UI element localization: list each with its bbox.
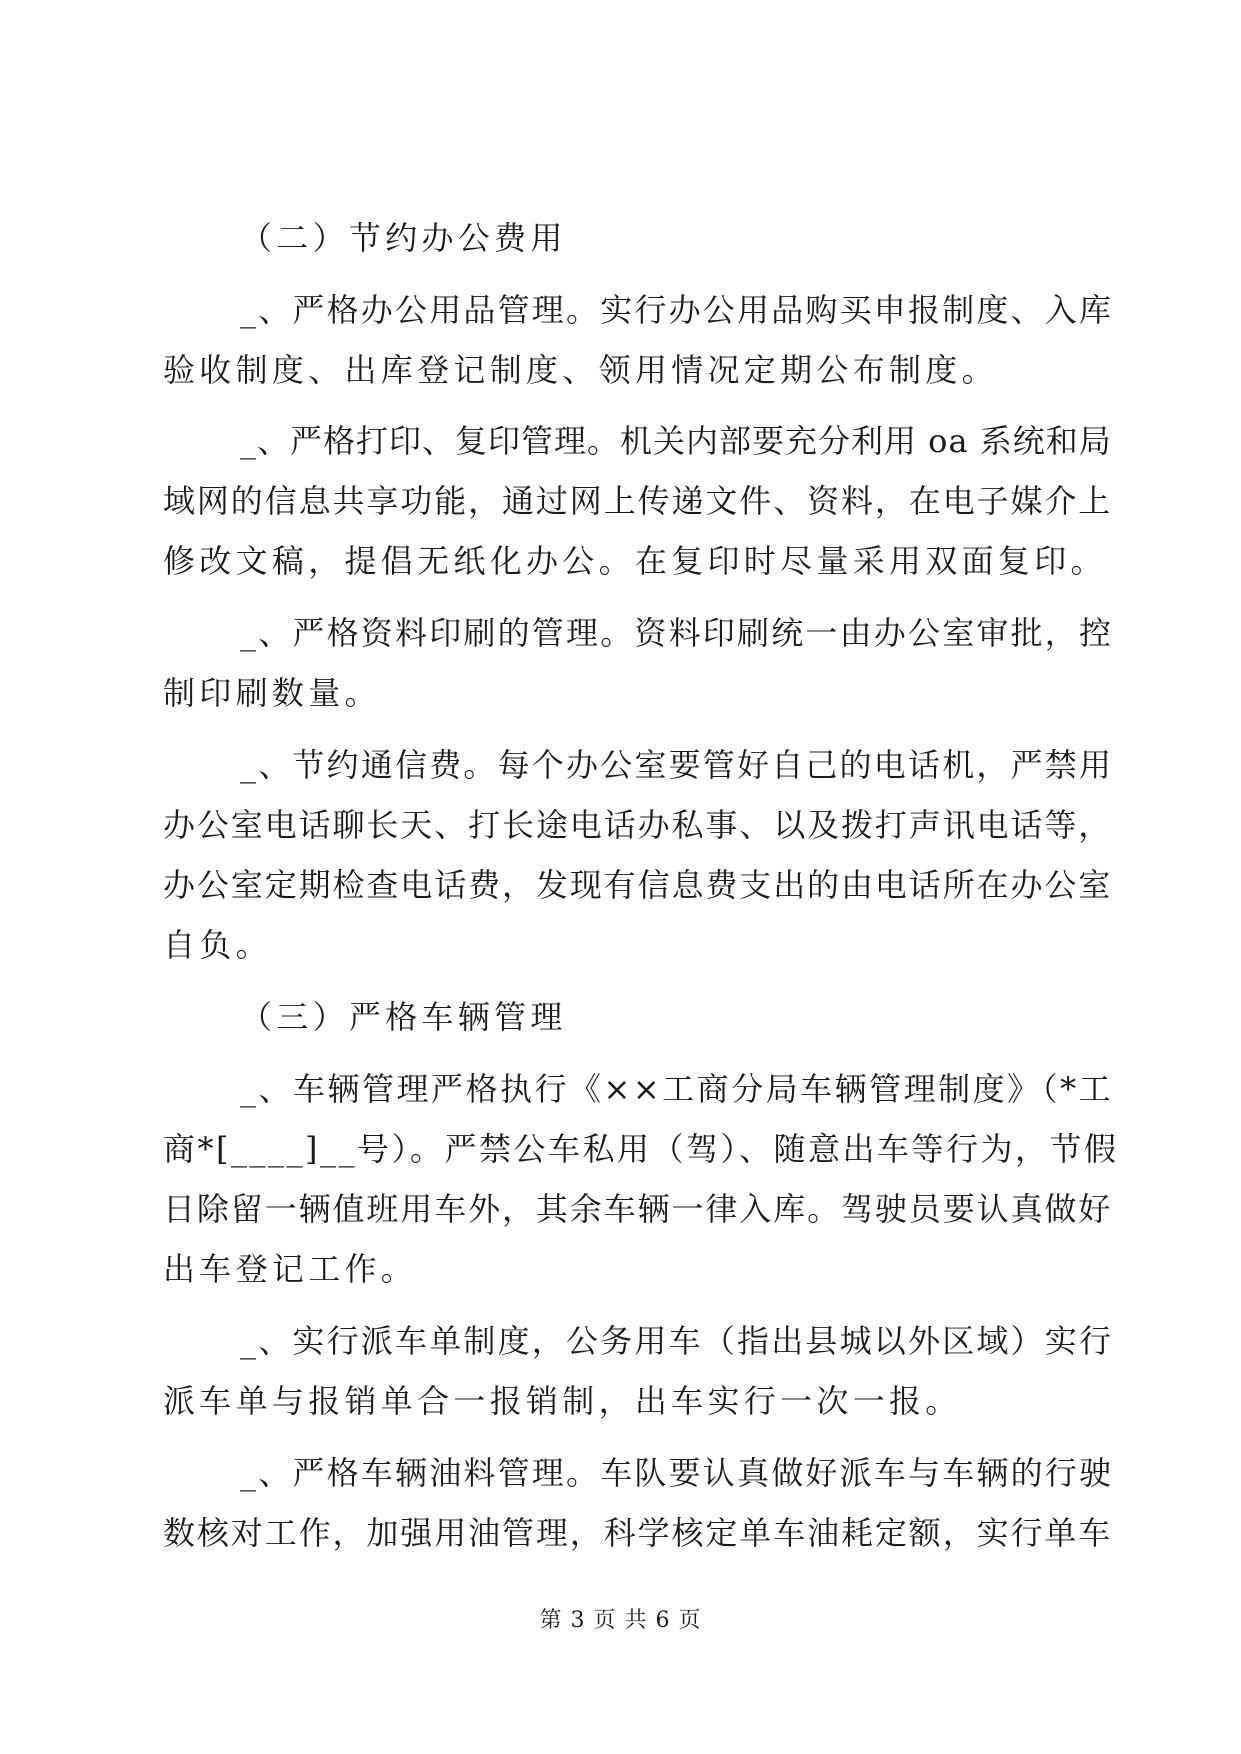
- paragraph-line: 制印刷数量。: [163, 674, 381, 712]
- paragraph-line: 自负。: [163, 926, 272, 964]
- paragraph-line: 日除留一辆值班用车外，其余车辆一律入库。驾驶员要认真做好: [163, 1190, 1113, 1228]
- paragraph-line: _、严格办公用品管理。实行办公用品购买申报制度、入库: [240, 291, 1114, 329]
- paragraph-line: 域网的信息共享功能，通过网上传递文件、资料，在电子媒介上: [163, 482, 1113, 520]
- paragraph-line: 办公室电话聊长天、打长途电话办私事、以及拨打声讯电话等，: [163, 806, 1113, 844]
- page-number-footer: 第 3 页 共 6 页: [539, 1608, 702, 1633]
- paragraph-line: 派车单与报销单合一报销制，出车实行一次一报。: [163, 1382, 962, 1420]
- paragraph-line: _、严格资料印刷的管理。资料印刷统一由办公室审批，控: [240, 614, 1114, 652]
- paragraph-line: 出车登记工作。: [163, 1250, 418, 1288]
- paragraph-line: 修改文稿，提倡无纸化办公。在复印时尽量采用双面复印。: [163, 542, 1107, 580]
- paragraph-line: 商*[____]__号）。严禁公车私用（驾）、随意出车等行为，节假: [163, 1130, 1119, 1168]
- section-heading: （三）严格车辆管理: [240, 998, 567, 1036]
- paragraph-line: _、严格车辆油料管理。车队要认真做好派车与车辆的行驶: [240, 1454, 1114, 1492]
- paragraph-line: 办公室定期检查电话费，发现有信息费支出的由电话所在办公室: [163, 866, 1113, 904]
- paragraph-line: _、车辆管理严格执行《××工商分局车辆管理制度》（*工: [240, 1070, 1114, 1108]
- paragraph-line: _、实行派车单制度，公务用车（指出县城以外区域）实行: [240, 1322, 1114, 1360]
- paragraph-line: 数核对工作，加强用油管理，科学核定单车油耗定额，实行单车: [163, 1514, 1113, 1552]
- paragraph-line: _、节约通信费。每个办公室要管好自己的电话机，严禁用: [240, 746, 1114, 784]
- paragraph-line: 验收制度、出库登记制度、领用情况定期公布制度。: [163, 351, 998, 389]
- paragraph-line: _、严格打印、复印管理。机关内部要充分利用 oa 系统和局: [240, 422, 1112, 460]
- section-heading: （二）节约办公费用: [240, 219, 567, 257]
